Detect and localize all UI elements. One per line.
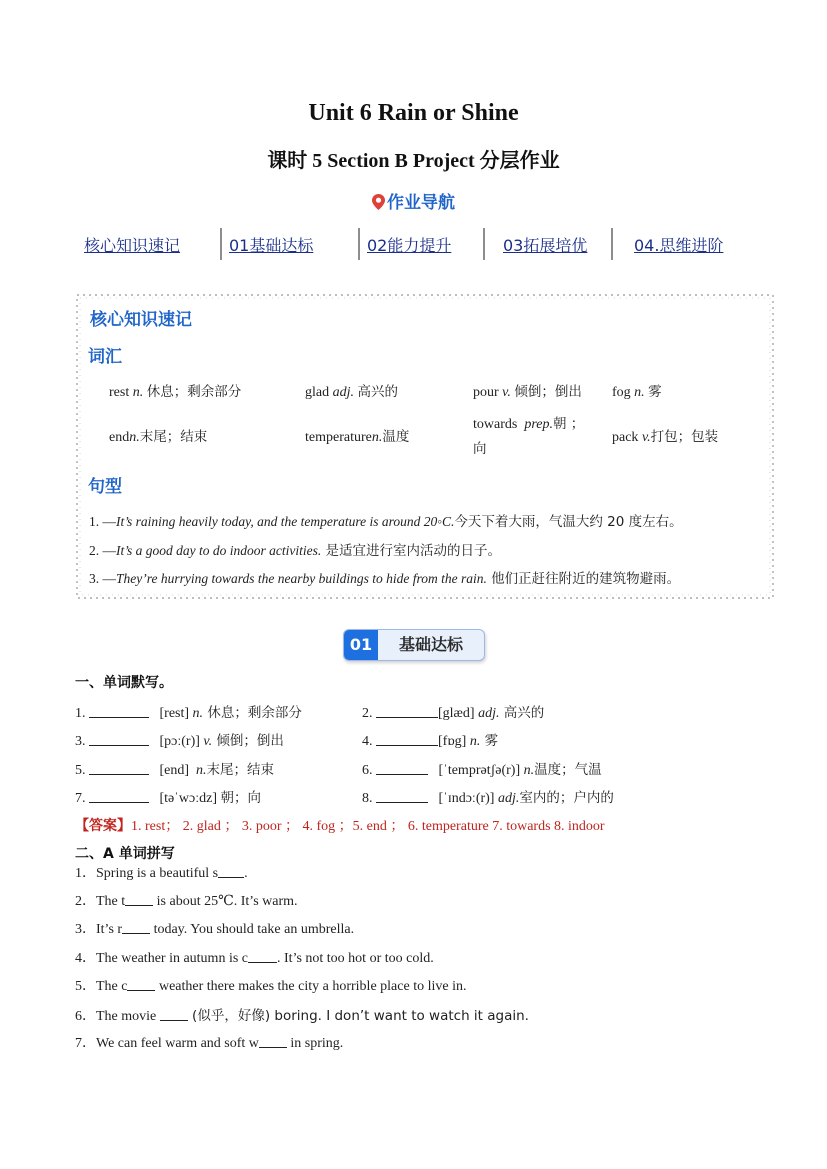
vocab-item [612, 380, 662, 401]
phonetic: [ˈɪndɔː(r)] [438, 791, 495, 806]
part1-heading: 一、单词默写。 [75, 675, 173, 691]
meaning: 末尾；结束 [206, 762, 275, 778]
vocab-item [473, 380, 582, 401]
sentence-english: It’s a good day to do indoor activities. [116, 543, 322, 558]
badge-number: 01 [344, 630, 378, 660]
item-text: . [244, 866, 248, 881]
vocab-pos: v. [641, 430, 651, 445]
vocab-pos: n. [132, 385, 144, 400]
part-of-speech: n. [469, 734, 481, 749]
sentence-item [89, 510, 683, 530]
dictation-item [75, 786, 261, 807]
vocab-item [109, 425, 207, 446]
nav-divider [220, 228, 222, 260]
meaning: 休息；剩余部分 [203, 705, 302, 721]
item-number: 7. [75, 791, 86, 806]
vocab-pos: n. [371, 430, 383, 445]
part-of-speech: adj. [478, 706, 500, 721]
sentence-heading: 句型 [88, 477, 122, 497]
nav-link-ability[interactable]: 02能力提升 [367, 236, 452, 255]
meaning: 温度；气温 [534, 762, 602, 778]
phonetic: [rest] [159, 706, 190, 721]
vocab-item [612, 425, 718, 446]
vocab-item [109, 380, 241, 401]
item-number: 2. [362, 706, 373, 721]
vocab-word: pour [473, 385, 499, 400]
vocab-item [473, 412, 584, 433]
vocab-word: towards [473, 417, 518, 432]
answer-text: 1. rest； 2. glad ； 3. poor ； 4. fog ；5. end ； 6. temperature 7. towards 8. indoor [131, 819, 605, 834]
nav-divider [611, 228, 613, 260]
core-knowledge-title: 核心知识速记 [90, 310, 192, 330]
phonetic: [fɒg] [438, 734, 467, 749]
item-number: 4. [362, 734, 373, 749]
vocab-word: rest [109, 385, 130, 400]
item-text: today. You should take an umbrella. [150, 922, 355, 937]
answer-blank[interactable] [376, 762, 428, 775]
item-text: 3．It’s r [75, 922, 123, 937]
part-of-speech: n. [196, 763, 207, 778]
item-text: (似乎，好像) boring. I don’t want to watch it again. [187, 1008, 529, 1024]
meaning: 高兴的 [499, 705, 545, 721]
item-text: 2．The t [75, 894, 126, 909]
phonetic: [end] [159, 763, 190, 778]
dictation-item [362, 758, 602, 779]
answer-blank[interactable] [259, 1035, 287, 1048]
vocab-pos: adj. [332, 385, 354, 400]
part-of-speech: n. [192, 706, 204, 721]
item-text: is about 25℃. It’s warm. [153, 894, 298, 909]
sentence-chinese: 是适宜进行室内活动的日子。 [321, 543, 502, 559]
vocab-pos: v. [502, 385, 511, 400]
vocab-pos: n. [129, 430, 140, 445]
vocab-meaning-continued: 向 [473, 441, 487, 457]
vocab-meaning: 休息；剩余部分 [146, 384, 242, 400]
answer-blank[interactable] [89, 790, 149, 803]
spelling-item [75, 918, 354, 938]
part-of-speech: v. [203, 734, 213, 749]
vocab-meaning: 温度 [382, 429, 410, 445]
nav-heading [0, 188, 827, 213]
sentence-item [89, 539, 501, 559]
vocab-word: glad [305, 385, 330, 400]
spelling-item [75, 890, 298, 910]
spelling-item [75, 1004, 529, 1025]
sentence-chinese: 他们正赶往附近的建筑物避雨。 [486, 571, 681, 587]
part2-heading: 二、A 单词拼写 [75, 846, 175, 862]
phonetic: [təˈwɔːdz] [159, 791, 218, 806]
answer-blank[interactable] [248, 950, 277, 963]
vocab-word: pack [612, 430, 639, 445]
item-text: 1．Spring is a beautiful s [75, 866, 219, 881]
sentence-chinese: 今天下着大雨，气温大约 20 度左右。 [454, 514, 683, 530]
nav-link-core[interactable]: 核心知识速记 [84, 236, 181, 255]
vocab-word: fog [612, 385, 631, 400]
answer-label: 【答案】 [75, 818, 131, 834]
item-text: 4．The weather in autumn is c [75, 951, 249, 966]
answer-blank[interactable] [376, 790, 428, 803]
item-number: 3. [75, 734, 86, 749]
sentence-number: 1. — [89, 514, 116, 529]
item-number: 6. [362, 763, 373, 778]
vocab-heading: 词汇 [88, 347, 122, 367]
vocab-pos: prep. [524, 417, 553, 432]
item-number: 1. [75, 706, 86, 721]
item-text: 7．We can feel warm and soft w [75, 1036, 259, 1051]
page-subtitle: 课时 5 Section B Project 分层作业 [267, 150, 560, 172]
sentence-number: 3. — [89, 571, 116, 586]
section-badge [343, 629, 485, 661]
item-text: 6．The movie [75, 1009, 160, 1024]
dictation-item [362, 729, 498, 750]
phonetic: [ˈtemprətʃə(r)] [438, 763, 521, 778]
answer-blank[interactable] [122, 921, 150, 934]
dictation-item [75, 729, 284, 750]
answer-blank[interactable] [218, 865, 244, 878]
item-number: 8. [362, 791, 373, 806]
dictation-item [362, 701, 544, 722]
nav-divider [483, 228, 485, 260]
item-text: . It’s not too hot or too cold. [277, 951, 434, 966]
vocab-meaning: 雾 [648, 384, 662, 400]
vocab-pos: n. [634, 385, 645, 400]
part-of-speech: adj. [497, 791, 520, 806]
vocab-meaning: 倾倒；倒出 [514, 384, 582, 400]
page-title: Unit 6 Rain or Shine [308, 100, 519, 126]
phonetic: [pɔː(r)] [159, 734, 200, 749]
answer-blank[interactable] [89, 705, 149, 718]
nav-link-basic[interactable]: 01基础达标 [229, 236, 314, 255]
vocab-meaning: 末尾；结束 [139, 429, 208, 445]
answer-blank[interactable] [376, 733, 438, 746]
badge-label: 基础达标 [398, 635, 463, 654]
answer-blank[interactable] [125, 893, 153, 906]
answer-blank[interactable] [127, 978, 155, 991]
spelling-item [75, 975, 466, 995]
item-text: 5．The c [75, 979, 128, 994]
item-text: weather there makes the city a horrible place to live in. [155, 979, 467, 994]
nav-link-extend[interactable]: 03拓展培优 [503, 236, 588, 255]
answer-blank[interactable] [376, 705, 438, 718]
spelling-item [75, 1032, 343, 1052]
sentence-number: 2. — [89, 543, 116, 558]
answer-blank[interactable] [89, 733, 149, 746]
answer-key [75, 815, 605, 835]
sentence-item [89, 567, 680, 587]
phonetic: [glæd] [438, 706, 475, 721]
answer-blank[interactable] [89, 762, 149, 775]
dictation-item [75, 758, 274, 779]
meaning: 倾倒；倒出 [212, 733, 284, 749]
location-pin-icon [372, 194, 385, 210]
sentence-english: It’s raining heavily today, and the temperature is around 20◦C. [116, 514, 455, 529]
part-of-speech: n. [523, 763, 535, 778]
meaning: 室内的；户内的 [519, 790, 614, 806]
meaning: 雾 [480, 733, 499, 749]
vocab-meaning: 朝 ； [552, 416, 585, 432]
meaning: 朝；向 [220, 790, 262, 806]
vocab-word: temperature [305, 430, 372, 445]
spelling-item [75, 947, 434, 967]
nav-link-thinking[interactable]: 04.思维进阶 [634, 236, 724, 255]
item-text: in spring. [286, 1036, 344, 1051]
dictation-item [75, 701, 302, 722]
vocab-meaning: 打包；包装 [650, 429, 719, 445]
vocab-item [305, 425, 409, 446]
dictation-item [362, 786, 614, 807]
answer-blank[interactable] [160, 1008, 188, 1021]
nav-title-text: 作业导航 [387, 193, 455, 213]
vocab-item [305, 380, 398, 401]
nav-divider [358, 228, 360, 260]
vocab-word: end [109, 430, 130, 445]
vocab-meaning: 高兴的 [357, 384, 398, 400]
item-number: 5. [75, 763, 86, 778]
sentence-english: They’re hurrying towards the nearby buildings to hide from the rain. [116, 571, 487, 586]
spelling-item [75, 862, 248, 882]
